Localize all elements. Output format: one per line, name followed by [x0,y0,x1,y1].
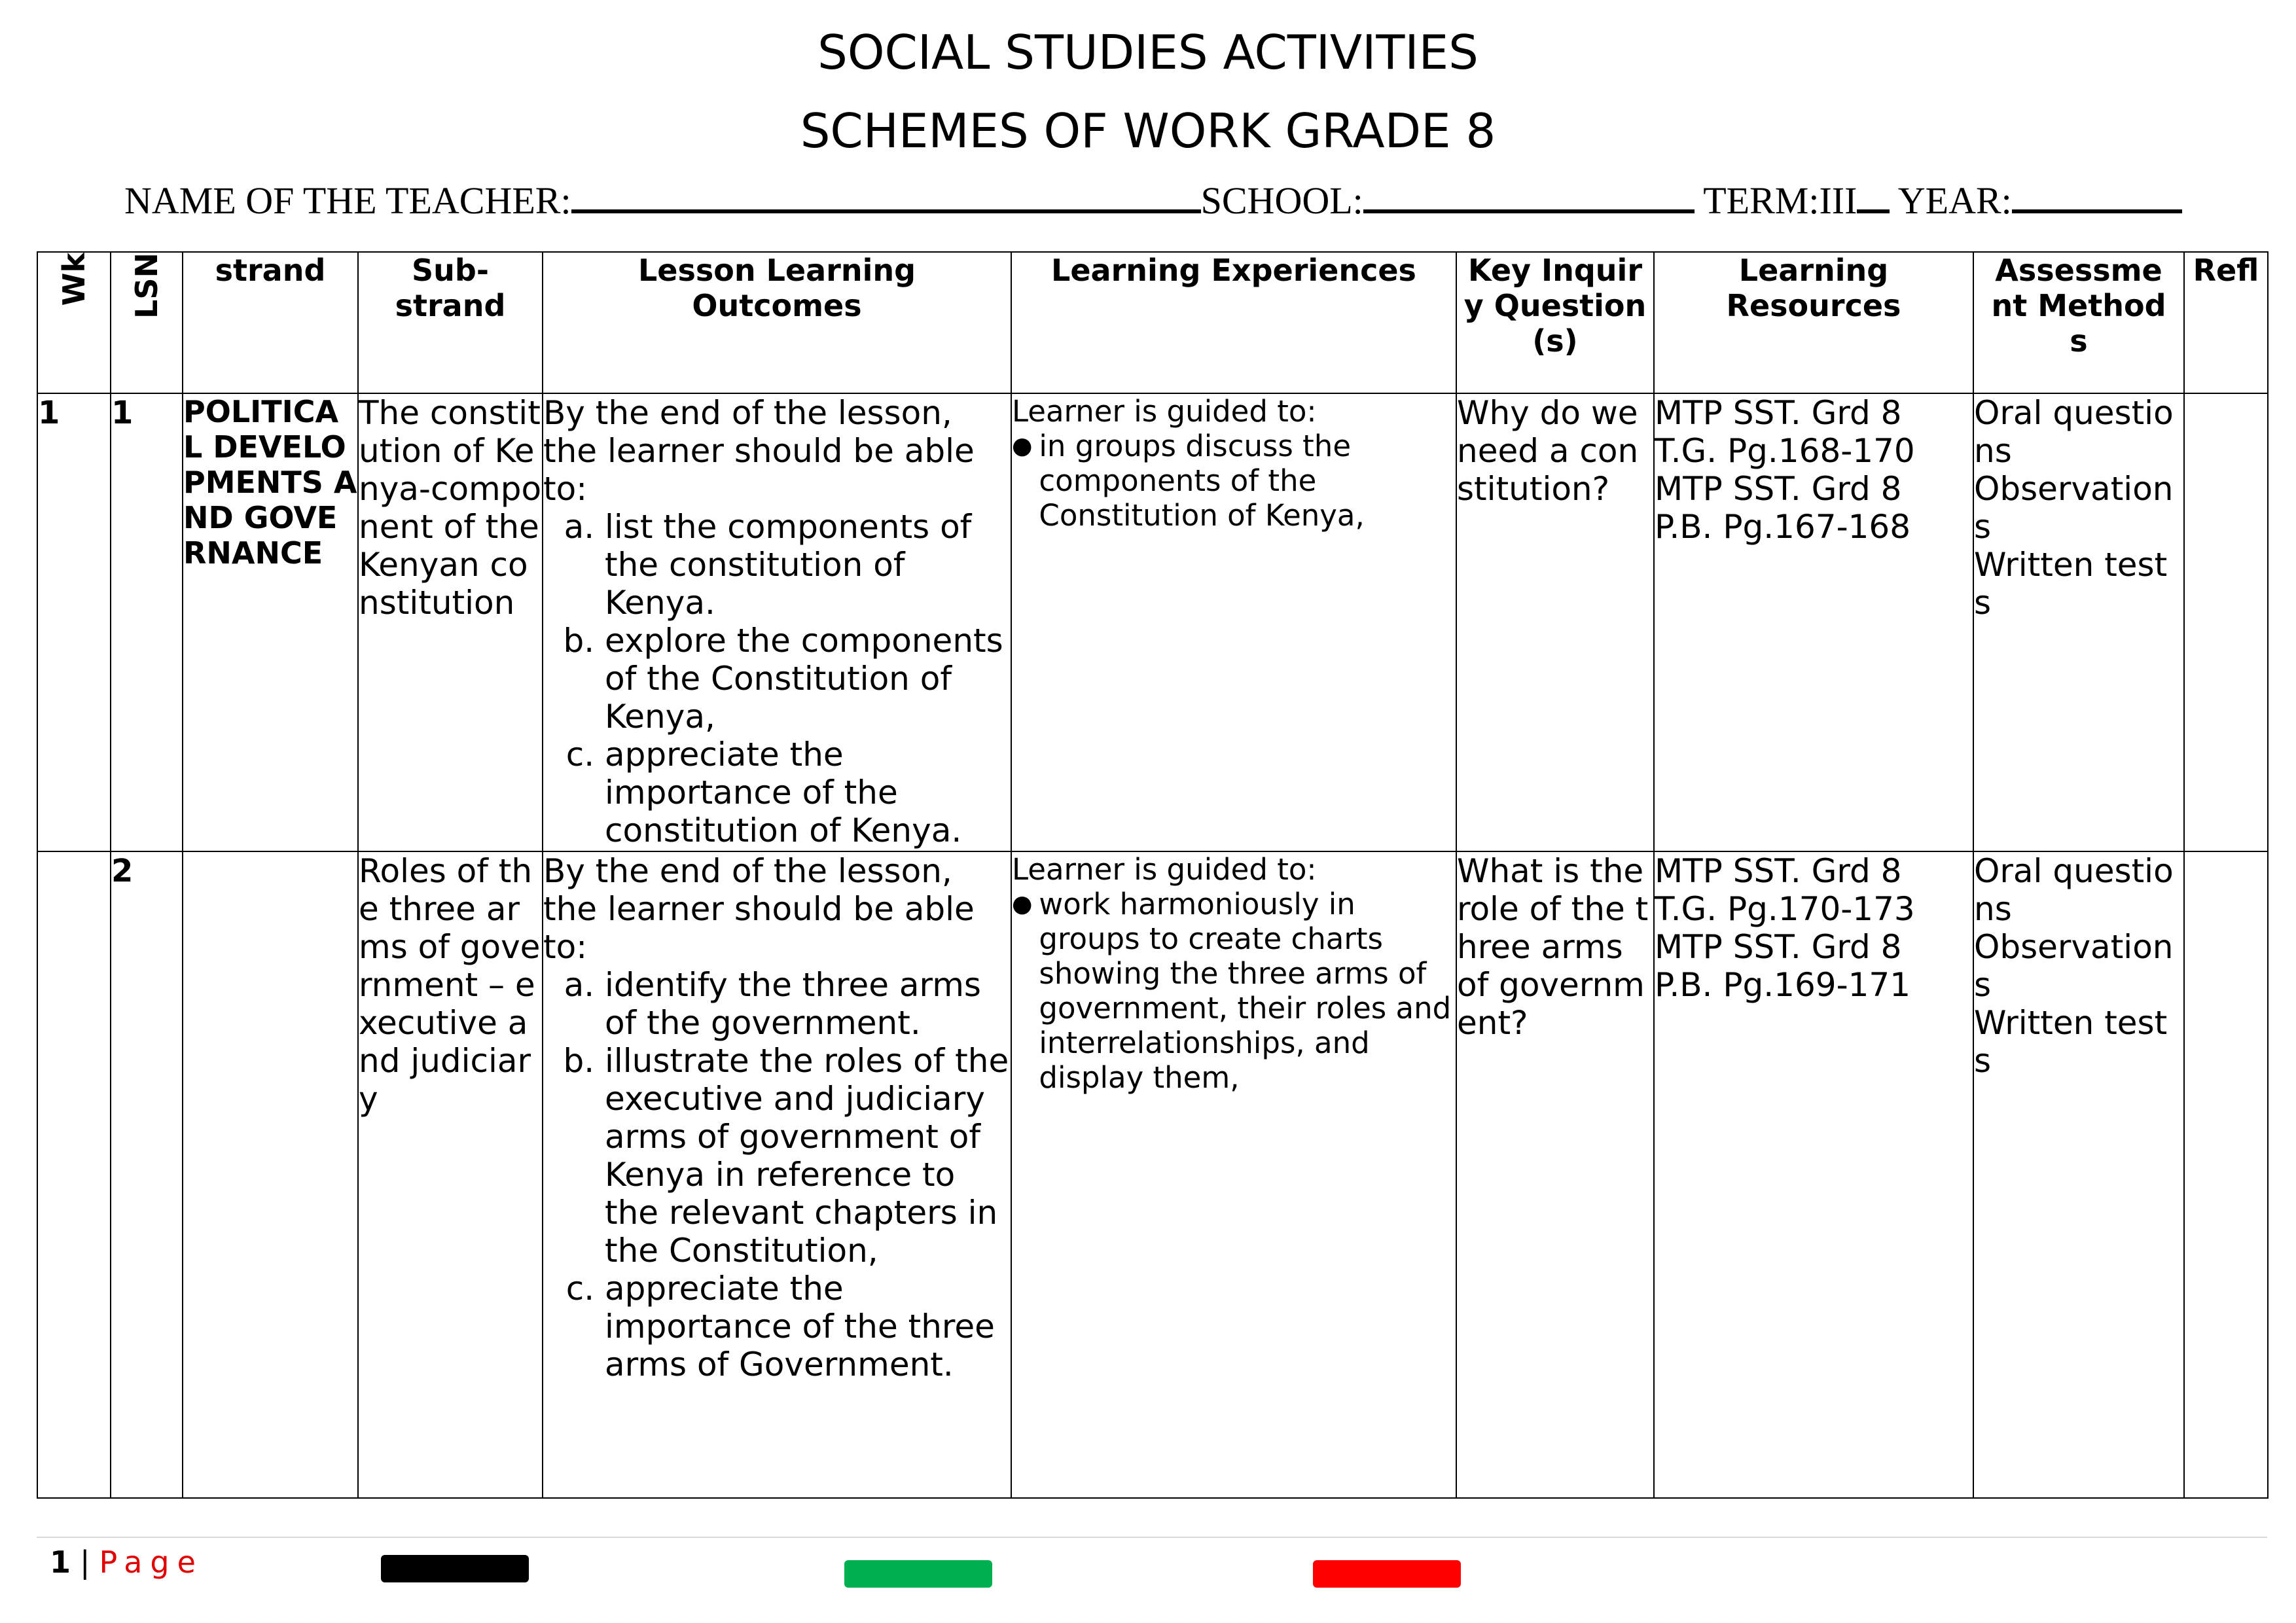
resource-line: T.G. Pg.168-170 [1655,432,1915,470]
header-experiences: Learning Experiences [1011,252,1456,393]
lesson-cell: 1 [111,393,183,851]
experiences-intro: Learner is guided to: [1012,394,1317,429]
experiences-intro: Learner is guided to: [1012,852,1317,887]
resource-line: P.B. Pg.167-168 [1655,508,1911,546]
assessment-line: Written tests [1974,546,2168,622]
strand-cell: POLITICAL DEVELOPMENTS AND GOVERNANCE [183,393,358,851]
outcomes-cell [543,851,1011,1498]
list-item: b. illustrate the roles of the executive and judiciary arms of government of Kenya in reference to the relevant chapters in the Constitution, [605,1042,1011,1270]
term-label: TERM:III [1703,179,1857,222]
black-color-bar [381,1555,529,1582]
green-color-bar [844,1560,992,1588]
page-number [50,1544,204,1580]
resources-cell [1654,393,1973,851]
outcomes-intro: By the end of the lesson, the learner should be able to: [543,394,975,508]
experience-text: work harmoniously in groups to create charts showing the three arms of government, their roles and interrelationships, and display them, [1039,887,1452,1095]
table-row [37,393,2268,851]
year-blank[interactable] [2012,183,2182,213]
assessment-line: Observations [1974,470,2174,546]
reflection-cell[interactable] [2184,393,2268,851]
header-assessment: Assessment Methods [1973,252,2184,393]
table-header-row [37,252,2268,393]
resource-line: MTP SST. Grd 8 [1655,394,1902,432]
outcomes-list [543,508,1011,849]
outcomes-list [543,966,1011,1383]
substrand-cell: The constitution of Kenya-component of the Kenyan constitution [358,393,543,851]
list-item: c. appreciate the importance of the constitution of Kenya. [605,736,1011,849]
table-row [37,851,2268,1498]
substrand-cell: Roles of the three arms of government – executive and judiciary [358,851,543,1498]
resource-line: MTP SST. Grd 8 [1655,852,1902,890]
experiences-cell [1011,851,1456,1498]
list-item: c. appreciate the importance of the three arms of Government. [605,1270,1011,1383]
list-item: a. list the components of the constitution of Kenya. [605,508,1011,622]
page-separator: | [80,1544,90,1580]
list-item [1012,887,1456,1095]
outcomes-intro: By the end of the lesson, the learner should be able to: [543,852,975,966]
teacher-name-blank[interactable] [571,183,1201,213]
inquiry-cell: What is the role of the three arms of government? [1456,851,1654,1498]
inquiry-cell: Why do we need a constitution? [1456,393,1654,851]
document-title: SOCIAL STUDIES ACTIVITIES [817,25,1479,80]
assessment-cell [1973,393,2184,851]
lesson-cell: 2 [111,851,183,1498]
outcomes-cell [543,393,1011,851]
teacher-label: NAME OF THE TEACHER: [124,179,571,222]
resource-line: MTP SST. Grd 8 [1655,470,1902,508]
experiences-cell [1011,393,1456,851]
header-substrand: Sub-strand [358,252,543,393]
resource-line: MTP SST. Grd 8 [1655,928,1902,966]
header-strand: strand [183,252,358,393]
term-blank[interactable] [1857,183,1890,213]
resource-line: T.G. Pg.170-173 [1655,890,1915,928]
resources-cell [1654,851,1973,1498]
reflection-cell[interactable] [2184,851,2268,1498]
header-wk: Wk [37,252,111,393]
experience-text: in groups discuss the components of the Constitution of Kenya, [1039,429,1365,533]
week-cell: 1 [37,393,111,851]
header-inquiry: Key Inquiry Question(s) [1456,252,1654,393]
resource-line: P.B. Pg.169-171 [1655,966,1911,1004]
document-subtitle: SCHEMES OF WORK GRADE 8 [800,103,1496,158]
bullet-icon: ● [1012,433,1033,459]
page-number-value: 1 [50,1544,71,1580]
strand-cell [183,851,358,1498]
list-item [1012,429,1456,533]
red-color-bar [1313,1560,1461,1588]
assessment-cell [1973,851,2184,1498]
header-outcomes: Lesson Learning Outcomes [543,252,1011,393]
teacher-info-line [124,179,2219,222]
assessment-line: Written tests [1974,1004,2168,1080]
footer-divider [37,1537,2267,1538]
page-word: Page [99,1544,204,1580]
header-resources: Learning Resources [1654,252,1973,393]
assessment-line: Oral questions [1974,394,2174,470]
year-label: YEAR: [1897,179,2012,222]
week-cell [37,851,111,1498]
list-item: b. explore the components of the Constitution of Kenya, [605,622,1011,736]
assessment-line: Oral questions [1974,852,2174,928]
bullet-icon: ● [1012,891,1033,918]
schemes-of-work-table [37,251,2269,1499]
header-refl: Refl [2184,252,2268,393]
list-item: a. identify the three arms of the government. [605,966,1011,1042]
assessment-line: Observations [1974,928,2174,1004]
school-label: SCHOOL: [1200,179,1363,222]
school-name-blank[interactable] [1363,183,1695,213]
header-lsn: LSN [111,252,183,393]
